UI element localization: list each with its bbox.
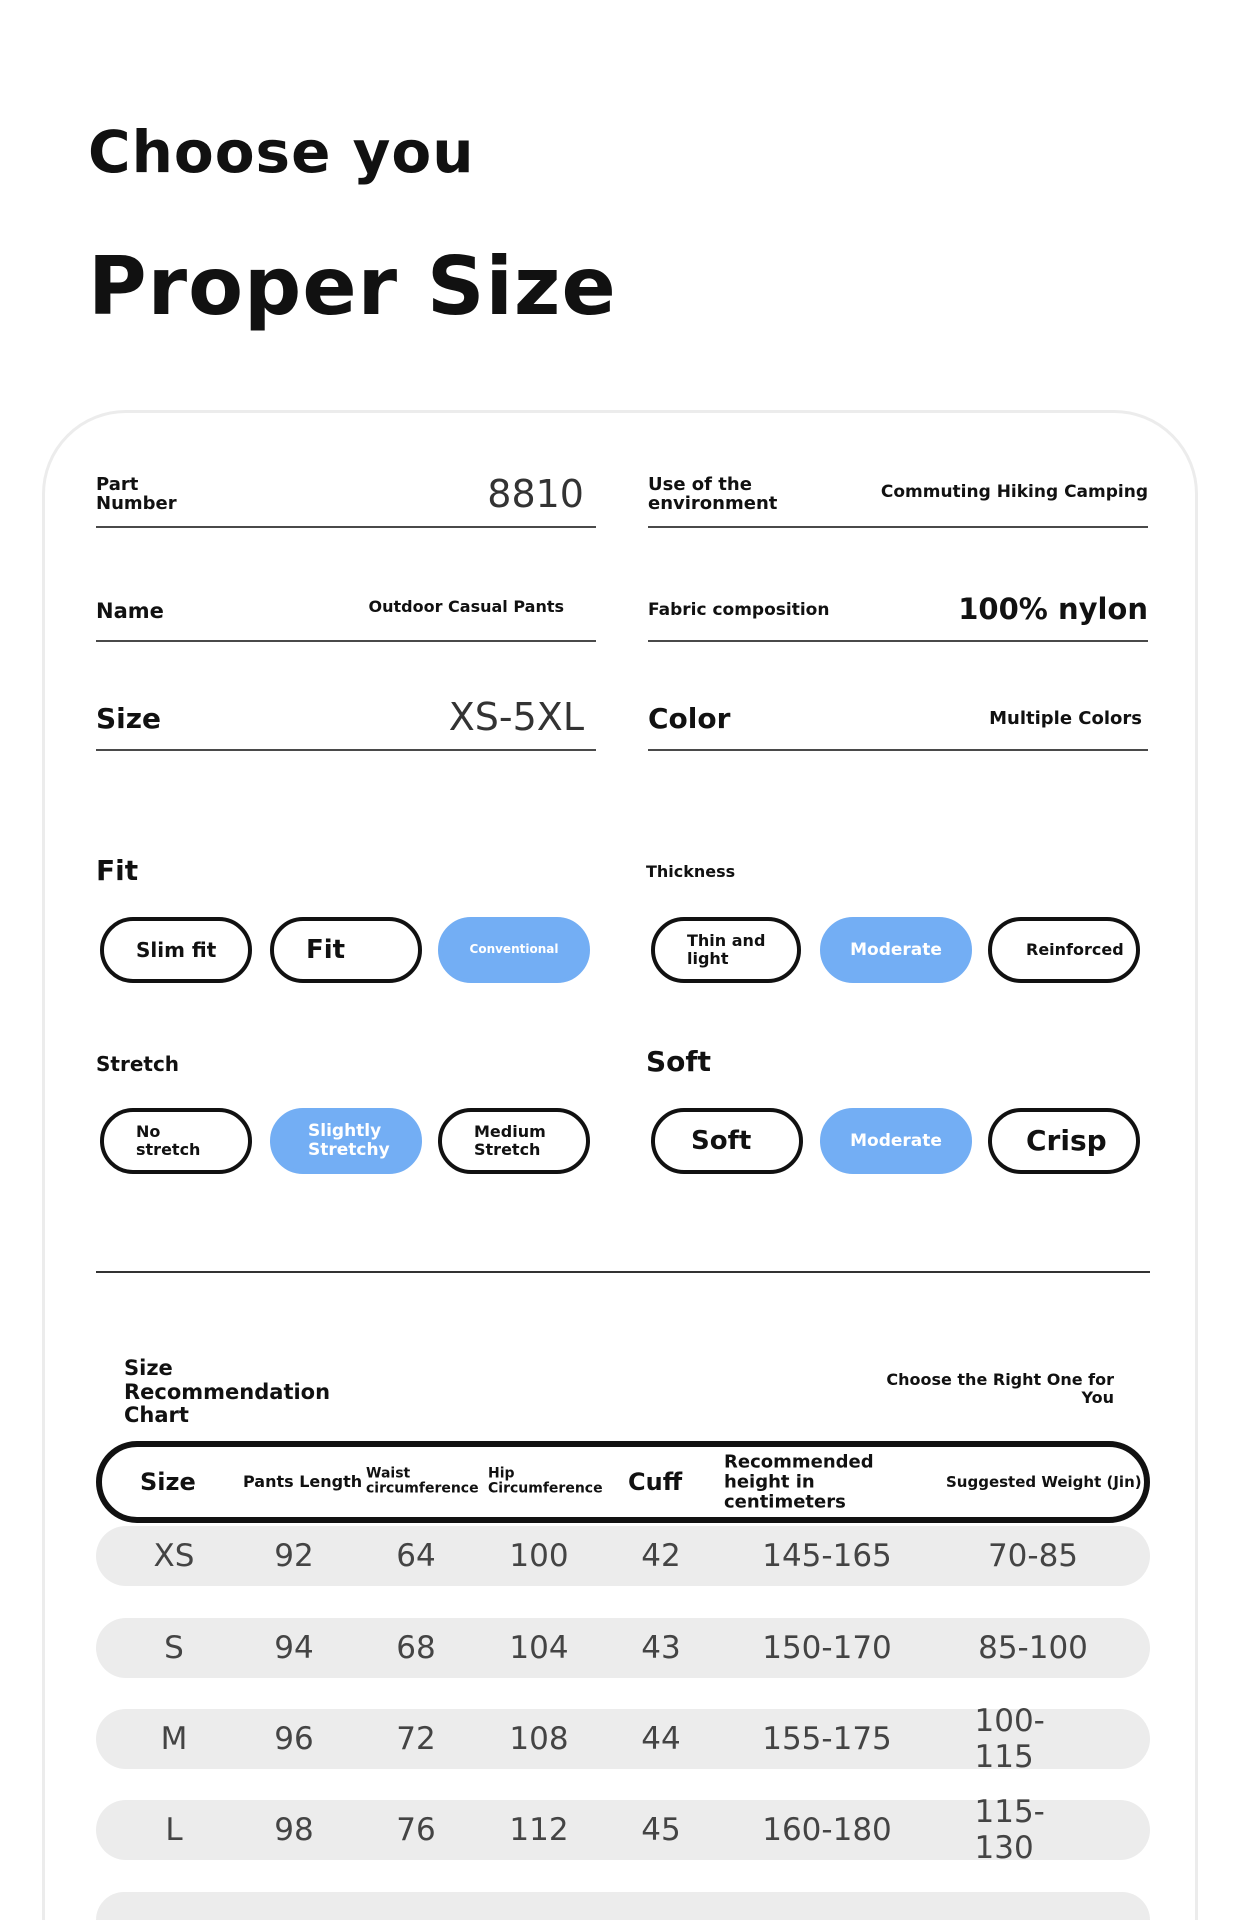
cell-height: 145-165 bbox=[762, 1538, 892, 1574]
header-waist: Waist circumference bbox=[366, 1465, 479, 1497]
cell-cuff: 45 bbox=[641, 1812, 681, 1848]
cell-weight: 70-85 bbox=[987, 1538, 1079, 1574]
stretch-option-medium[interactable]: Medium Stretch bbox=[438, 1108, 590, 1174]
size-value: XS-5XL bbox=[448, 695, 584, 739]
soft-option-moderate[interactable]: Moderate bbox=[820, 1108, 972, 1174]
cell-hip: 100 bbox=[509, 1538, 569, 1574]
cell-waist: 76 bbox=[396, 1812, 436, 1848]
cell-hip: 112 bbox=[509, 1812, 569, 1848]
table-row bbox=[96, 1526, 1150, 1586]
cell-hip: 104 bbox=[509, 1630, 569, 1666]
table-row bbox=[96, 1703, 1150, 1775]
cell-size: L bbox=[165, 1812, 183, 1848]
soft-option-soft[interactable]: Soft bbox=[651, 1108, 803, 1174]
field-fabric bbox=[648, 562, 1148, 642]
section-divider bbox=[96, 1271, 1150, 1273]
stretch-option-slightly[interactable]: Slightly Stretchy bbox=[270, 1108, 422, 1174]
cell-hip: 108 bbox=[509, 1721, 569, 1757]
field-name bbox=[96, 562, 596, 642]
size-chart-subtitle: Choose the Right One for You bbox=[886, 1370, 1114, 1408]
cell-size: S bbox=[164, 1630, 184, 1666]
part-number-label: Part Number bbox=[96, 474, 177, 515]
cell-size: M bbox=[160, 1721, 188, 1757]
table-row bbox=[96, 1618, 1150, 1678]
environment-label: Use of the environment bbox=[648, 474, 778, 515]
soft-option-crisp[interactable]: Crisp bbox=[988, 1108, 1140, 1174]
cell-pants-length: 94 bbox=[274, 1630, 314, 1666]
header-size: Size bbox=[140, 1467, 196, 1496]
cell-waist: 68 bbox=[396, 1630, 436, 1666]
cell-waist: 72 bbox=[396, 1721, 436, 1757]
title-proper-size: Proper Size bbox=[88, 240, 617, 333]
header-hip: Hip Circumference bbox=[488, 1465, 603, 1497]
table-row-partial bbox=[96, 1892, 1150, 1920]
environment-value: Commuting Hiking Camping bbox=[880, 482, 1148, 502]
size-table-header bbox=[96, 1441, 1150, 1523]
fabric-label: Fabric composition bbox=[648, 600, 830, 621]
thickness-option-thin[interactable]: Thin and light bbox=[651, 917, 801, 983]
part-number-value: 8810 bbox=[487, 472, 584, 516]
table-row bbox=[96, 1794, 1150, 1866]
fit-option-fit[interactable]: Fit bbox=[270, 917, 422, 983]
cell-waist: 64 bbox=[396, 1538, 436, 1574]
color-value: Multiple Colors bbox=[989, 708, 1142, 729]
header-pants-length: Pants Length bbox=[243, 1472, 363, 1492]
stretch-label: Stretch bbox=[96, 1052, 180, 1076]
field-environment bbox=[648, 448, 1148, 528]
name-label: Name bbox=[96, 598, 164, 623]
name-value: Outdoor Casual Pants bbox=[368, 597, 564, 616]
thickness-option-reinforced[interactable]: Reinforced bbox=[988, 917, 1140, 983]
size-label: Size bbox=[96, 701, 162, 735]
cell-weight: 85-100 bbox=[978, 1630, 1088, 1666]
cell-pants-length: 96 bbox=[274, 1721, 314, 1757]
soft-label: Soft bbox=[646, 1045, 711, 1078]
fit-option-conventional[interactable]: Conventional bbox=[438, 917, 590, 983]
cell-height: 160-180 bbox=[762, 1812, 892, 1848]
cell-size: XS bbox=[153, 1538, 195, 1574]
cell-height: 150-170 bbox=[762, 1630, 892, 1666]
header-weight: Suggested Weight (Jin) bbox=[946, 1472, 1142, 1491]
fabric-value: 100% nylon bbox=[958, 592, 1148, 626]
cell-cuff: 42 bbox=[641, 1538, 681, 1574]
size-chart-title: Size Recommendation Chart bbox=[124, 1356, 331, 1428]
header-height: Recommended height in centimeters bbox=[724, 1451, 874, 1512]
cell-pants-length: 98 bbox=[274, 1812, 314, 1848]
cell-cuff: 43 bbox=[641, 1630, 681, 1666]
cell-cuff: 44 bbox=[641, 1721, 681, 1757]
fit-option-slim[interactable]: Slim fit bbox=[100, 917, 252, 983]
field-size bbox=[96, 671, 596, 751]
color-label: Color bbox=[648, 701, 731, 735]
title-choose-you: Choose you bbox=[88, 118, 475, 186]
field-part-number bbox=[96, 448, 596, 528]
stretch-option-none[interactable]: No stretch bbox=[100, 1108, 252, 1174]
field-color bbox=[648, 671, 1148, 751]
cell-weight: 100-115 bbox=[974, 1703, 1045, 1775]
thickness-option-moderate[interactable]: Moderate bbox=[820, 917, 972, 983]
cell-weight: 115-130 bbox=[974, 1794, 1045, 1866]
cell-pants-length: 92 bbox=[274, 1538, 314, 1574]
header-cuff: Cuff bbox=[628, 1467, 683, 1496]
fit-label: Fit bbox=[96, 854, 139, 887]
thickness-label: Thickness bbox=[646, 862, 736, 881]
cell-height: 155-175 bbox=[762, 1721, 892, 1757]
